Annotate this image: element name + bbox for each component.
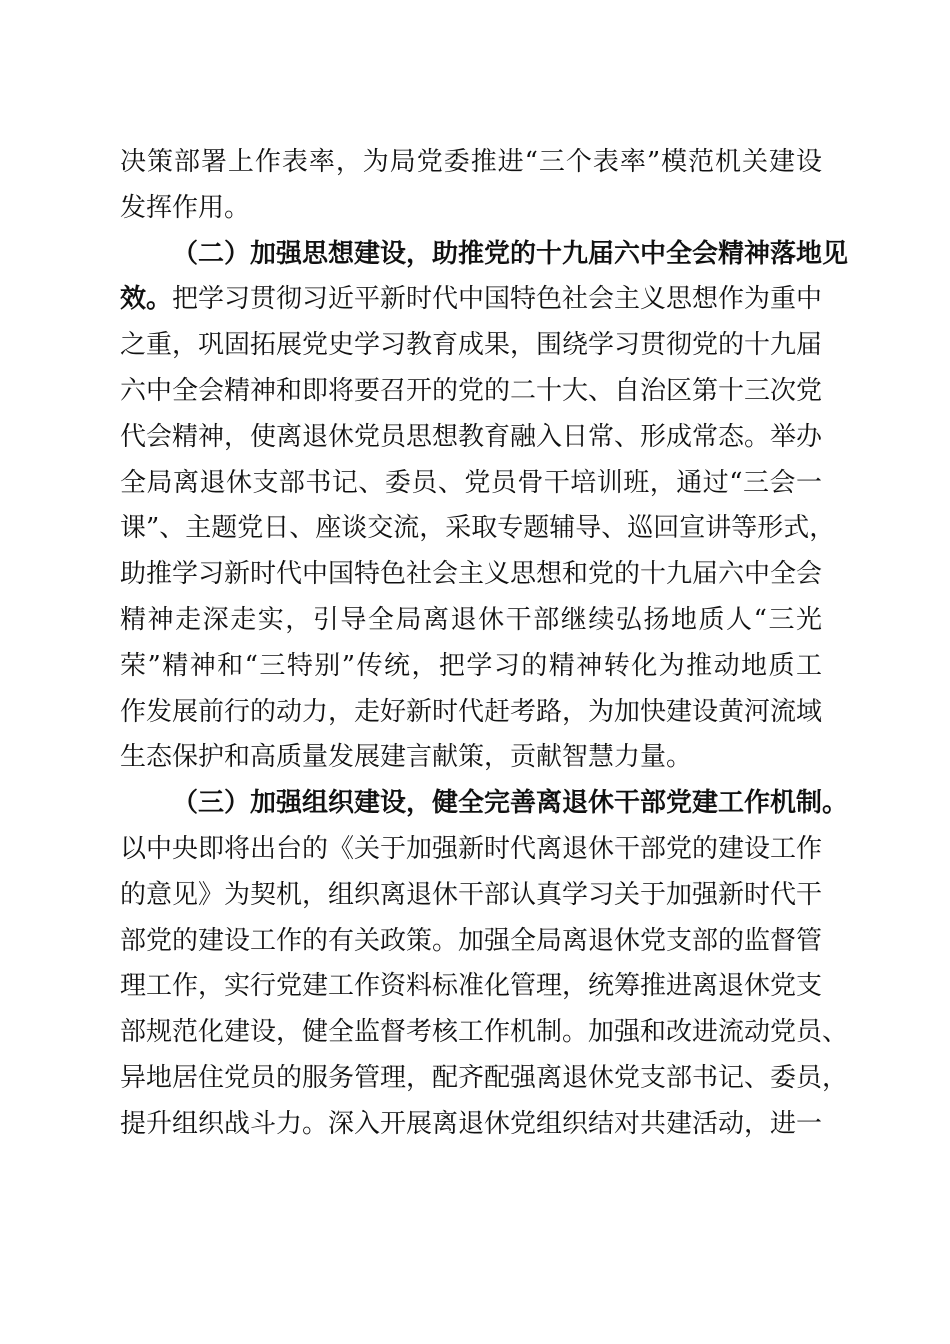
paragraph bbox=[120, 140, 822, 232]
text-line bbox=[120, 1056, 849, 1102]
text-line bbox=[120, 1010, 849, 1056]
body-text: 课”、主题党日、座谈交流，采取专题辅导、巡回宣讲等形式， bbox=[120, 513, 836, 544]
body-text: 代会精神，使离退休党员思想教育融入日常、形成常态。举办 bbox=[120, 421, 823, 452]
body-text: 把学习贯彻习近平新时代中国特色社会主义思想作为重中 bbox=[172, 284, 823, 315]
body-text: 理工作，实行党建工作资料标准化管理，统筹推进离退休党支 bbox=[120, 971, 823, 1002]
body-text: 异地居住党员的服务管理，配齐配强离退休党支部书记、委员， bbox=[120, 1062, 849, 1093]
text-line bbox=[120, 644, 822, 690]
body-text: 六中全会精神和即将要召开的党的二十大、自治区第十三次党 bbox=[120, 375, 823, 406]
body-text: 决策部署上作表率，为局党委推进“三个表率”模范机关建设 bbox=[120, 147, 822, 177]
document-body bbox=[120, 140, 849, 1148]
body-text: 全局离退休支部书记、委员、党员骨干培训班，通过“三会一 bbox=[120, 467, 822, 498]
text-line bbox=[120, 735, 822, 781]
section-heading: （二）加强思想建设，助推党的十九届六中全会精神落地见 bbox=[172, 238, 849, 269]
body-text: 精神走深走实，引导全局离退休干部继续弘扬地质人“三光 bbox=[120, 604, 822, 635]
text-line bbox=[120, 186, 822, 232]
text-line bbox=[120, 1102, 822, 1148]
text-line bbox=[120, 827, 822, 873]
text-line bbox=[120, 919, 822, 965]
text-line bbox=[120, 415, 822, 461]
text-line bbox=[120, 506, 836, 552]
body-text: 生态保护和高质量发展建言献策，贡献智慧力量。 bbox=[120, 742, 693, 773]
body-text: 部规范化建设，健全监督考核工作机制。加强和改进流动党员、 bbox=[120, 1017, 849, 1048]
text-line bbox=[120, 461, 822, 507]
body-text: 荣”精神和“三特别”传统，把学习的精神转化为推动地质工 bbox=[120, 650, 822, 681]
text-line bbox=[120, 140, 822, 186]
text-line bbox=[120, 552, 822, 598]
text-line bbox=[120, 232, 849, 278]
body-text: 提升组织战斗力。深入开展离退休党组织结对共建活动，进一 bbox=[120, 1108, 823, 1139]
text-line bbox=[120, 598, 822, 644]
body-text: 发挥作用。 bbox=[120, 192, 251, 223]
section-heading: 效。 bbox=[120, 284, 173, 315]
body-text: 之重，巩固拓展党史学习教育成果，围绕学习贯彻党的十九届 bbox=[120, 330, 823, 361]
text-line bbox=[120, 369, 822, 415]
body-text: 的意见》为契机，组织离退休干部认真学习关于加强新时代干 bbox=[120, 879, 823, 910]
body-text: 作发展前行的动力，走好新时代赶考路，为加快建设黄河流域 bbox=[120, 696, 823, 727]
text-line bbox=[120, 781, 849, 827]
section-heading: （三）加强组织建设，健全完善离退休干部党建工作机制。 bbox=[172, 788, 849, 819]
text-line bbox=[120, 277, 822, 323]
body-text: 以中央即将出台的《关于加强新时代离退休干部党的建设工作 bbox=[120, 833, 823, 864]
paragraph bbox=[120, 232, 849, 782]
text-line bbox=[120, 964, 822, 1010]
text-line bbox=[120, 873, 822, 919]
text-line bbox=[120, 323, 822, 369]
text-line bbox=[120, 690, 822, 736]
paragraph bbox=[120, 781, 849, 1147]
body-text: 助推学习新时代中国特色社会主义思想和党的十九届六中全会 bbox=[120, 559, 823, 590]
body-text: 部党的建设工作的有关政策。加强全局离退休党支部的监督管 bbox=[120, 925, 823, 956]
